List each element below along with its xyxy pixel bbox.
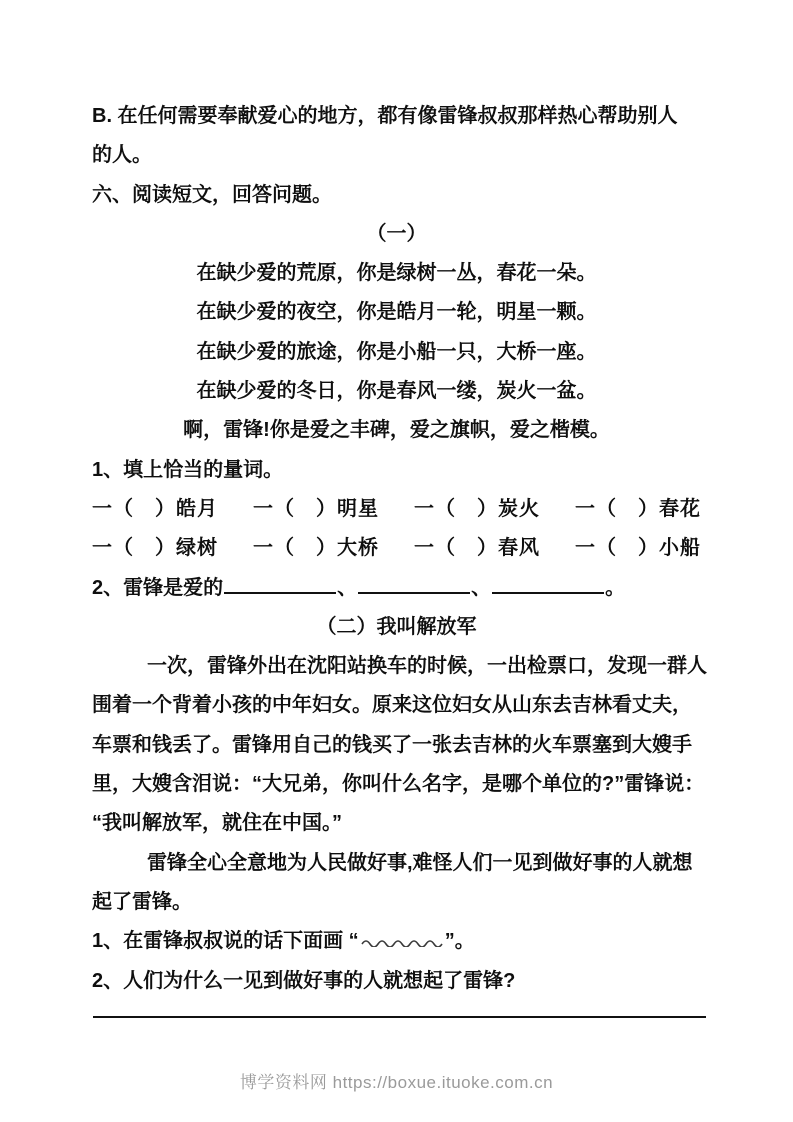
- question-one-suffix: ”。: [444, 930, 475, 953]
- quantifier-item: 一（ ）大桥: [253, 537, 379, 560]
- poem-line: 在缺少爱的旅途，你是小船一只，大桥一座。: [196, 340, 597, 363]
- quantifier-row-one: [92, 490, 701, 529]
- quantifier-item: 一（ ）春花: [575, 497, 701, 520]
- paragraph-line: 起了雷锋。: [92, 890, 192, 913]
- paragraph-line: 雷锋全心全意地为人民做好事,难怪人们一见到做好事的人就想: [147, 851, 693, 874]
- passage-one-question-one: 1、填上恰当的量词。: [92, 458, 284, 481]
- fill-in-blank: [224, 574, 336, 594]
- option-b-line-1: B. 在任何需要奉献爱心的地方，都有像雷锋叔叔那样热心帮助别人: [92, 105, 678, 127]
- separator: 、: [471, 576, 492, 599]
- passage-one-title: （一）: [366, 222, 427, 245]
- paragraph-line: 车票和钱丢了。雷锋用自己的钱买了一张去吉林的火车票塞到大嫂手: [92, 733, 692, 756]
- question-two-prefix: 2、雷锋是爱的: [92, 576, 224, 599]
- passage-two-question-one: [92, 922, 701, 961]
- period: 。: [605, 576, 626, 599]
- quantifier-row-two: [92, 529, 701, 568]
- poem-line: 啊，雷锋!你是爱之丰碑，爱之旗帜，爱之楷模。: [183, 419, 610, 442]
- quantifier-item: 一（ ）绿树: [92, 537, 218, 560]
- poem-line: 在缺少爱的荒原，你是绿树一丛，春花一朵。: [196, 262, 597, 285]
- footer-divider: [93, 1016, 706, 1018]
- option-b-line-2: 的人。: [92, 144, 152, 167]
- quantifier-item: 一（ ）春风: [414, 537, 540, 560]
- fill-in-blank: [358, 574, 470, 594]
- poem-line: 在缺少爱的冬日，你是春风一缕，炭火一盆。: [196, 380, 597, 403]
- paragraph-line: 一次，雷锋外出在沈阳站换车的时候，一出检票口，发现一群人: [147, 655, 707, 678]
- quantifier-item: 一（ ）小船: [575, 537, 701, 560]
- quantifier-item: 一（ ）炭火: [414, 497, 540, 520]
- document-body: [92, 97, 707, 1001]
- wavy-underline: [361, 922, 443, 961]
- quantifier-item: 一（ ）明星: [253, 497, 379, 520]
- footer-site-link: 博学资料网 https://boxue.ituoke.com.cn: [239, 1073, 554, 1092]
- passage-two-title: （二）我叫解放军: [316, 615, 477, 638]
- separator: 、: [337, 576, 358, 599]
- passage-one-question-two: [92, 569, 701, 608]
- paragraph-line: “我叫解放军，就住在中国。”: [92, 812, 342, 835]
- question-one-prefix: 1、在雷锋叔叔说的话下面画 “: [92, 930, 359, 953]
- poem-line: 在缺少爱的夜空，你是皓月一轮，明星一颗。: [196, 301, 597, 324]
- passage-two-question-two: 2、人们为什么一见到做好事的人就想起了雷锋?: [92, 969, 516, 992]
- quantifier-item: 一（ ）皓月: [92, 497, 218, 520]
- paragraph-line: 围着一个背着小孩的中年妇女。原来这位妇女从山东去吉林看丈夫，: [92, 694, 692, 717]
- paragraph-line: 里，大嫂含泪说：“大兄弟，你叫什么名字，是哪个单位的?”雷锋说：: [92, 773, 705, 796]
- section-six-heading: 六、阅读短文，回答问题。: [92, 183, 332, 206]
- fill-in-blank: [492, 574, 604, 594]
